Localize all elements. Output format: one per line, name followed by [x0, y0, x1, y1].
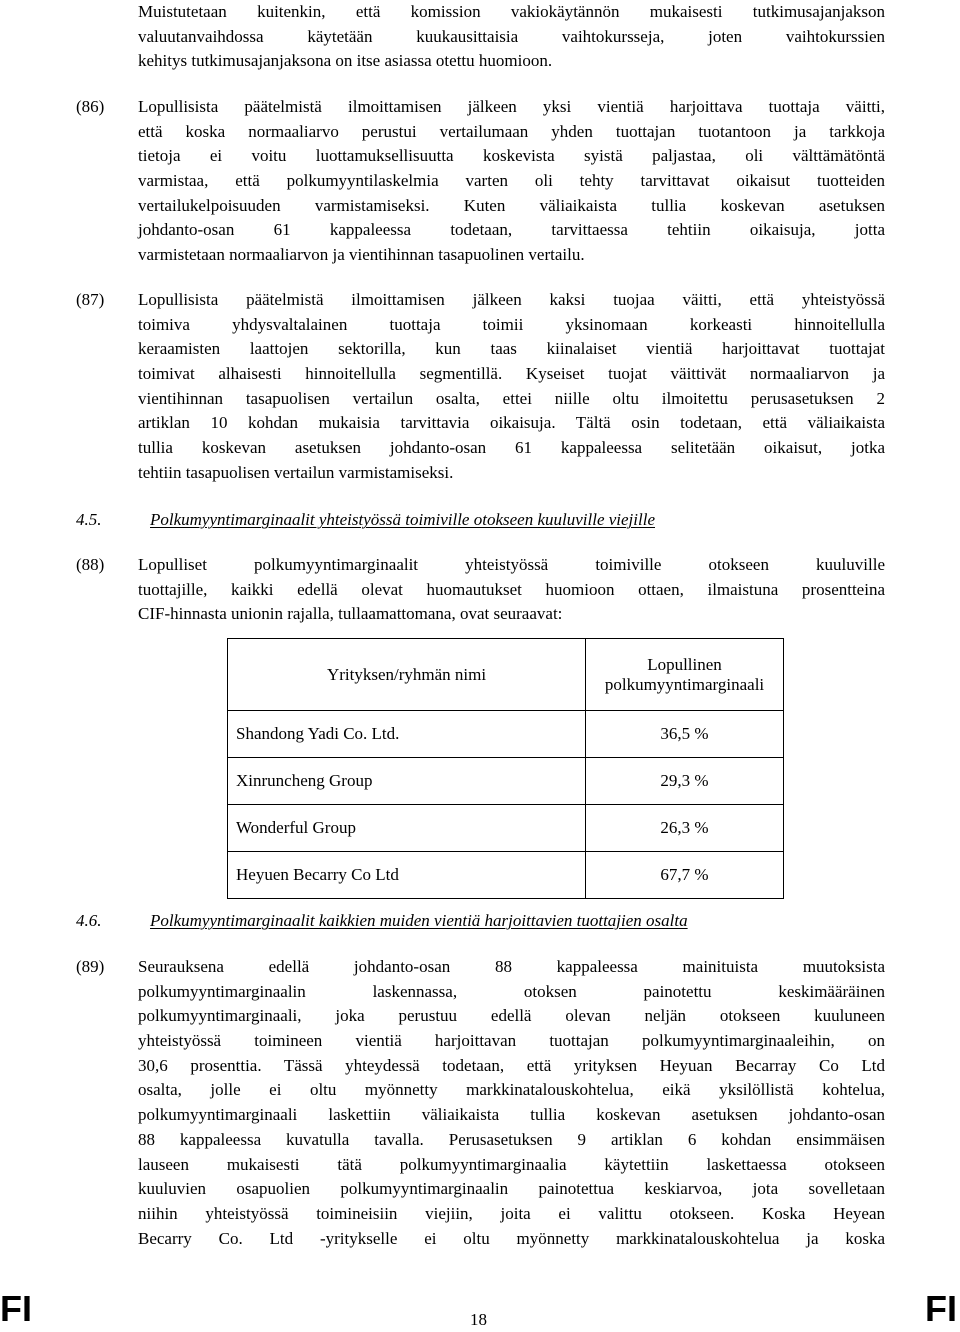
company-cell: Heyuen Becarry Co Ltd — [228, 852, 586, 899]
text-line: niihin yhteistyössä toimineisiin viejiin, joita ei valittu otokseen. Koska Heyean — [138, 1203, 885, 1223]
paragraph-89 — [138, 955, 885, 1251]
margin-cell: 36,5 % — [586, 711, 784, 758]
header-line: Lopullinen — [647, 654, 722, 674]
text-line: CIF-hinnasta unionin rajalla, tullaamattomana, ovat seuraavat: — [138, 604, 563, 624]
section-title-4-6: Polkumyyntimarginaalit kaikkien muiden vientiä harjoittavien tuottajien osalta — [150, 911, 688, 930]
table-row — [228, 758, 784, 805]
page-number: 18 — [470, 1310, 487, 1329]
margin-cell: 26,3 % — [586, 805, 784, 852]
text-line: tehtiin tasapuolisen vertailun varmistamiseksi. — [138, 462, 454, 482]
margin-cell: 67,7 % — [586, 852, 784, 899]
company-cell: Shandong Yadi Co. Ltd. — [228, 711, 586, 758]
text-line: tietoja ei voitu luottamuksellisuutta koskevista syistä paljastaa, oli välttämätöntä — [138, 146, 885, 166]
paragraph-87 — [138, 288, 885, 486]
paragraph-88 — [138, 553, 885, 627]
text-line: varmistetaan normaaliarvon ja vientihinnan tasapuolinen vertailu. — [138, 245, 585, 265]
table-row — [228, 852, 784, 899]
text-line: polkumyyntimarginaali laskettiin väliaikaista tullia koskevan asetuksen johdanto-osan — [138, 1105, 885, 1125]
text-line: valuutanvaihdossa käytetään kuukausittaisia vaihtokursseja, joten vaihtokurssien — [138, 26, 885, 46]
text-line: tuottajille, kaikki edellä olevat huomautukset huomioon ottaen, ilmaistuna prosentteina — [138, 579, 885, 599]
text-line: Seurauksena edellä johdanto-osan 88 kappaleessa mainituista muutoksista — [138, 957, 885, 976]
text-line: keraamisten laattojen sektorilla, kun taas kiinalaiset vientiä harjoittavat tuottajat — [138, 339, 885, 359]
footer-language-code-left: FI — [0, 1288, 32, 1329]
text-line: kuuluvien osapuolien polkumyyntimarginaalin painotettua keskiarvoa, jota sovelletaan — [138, 1179, 885, 1199]
table-header-row — [228, 639, 784, 711]
text-line: Becarry Co. Ltd -yritykselle ei oltu myönnetty markkinatalouskohtelua ja koska — [138, 1228, 885, 1248]
text-line: yhteistyössä toimineen vientiä harjoittavan tuottajan polkumyyntimarginaaleihin, on — [138, 1031, 885, 1051]
text-line: 30,6 prosenttia. Tässä yhteydessä todetaan, että yrityksen Heyuan Becarray Co Ltd — [138, 1055, 885, 1075]
paragraph-number-88: (88) — [76, 555, 105, 574]
company-cell: Xinruncheng Group — [228, 758, 586, 805]
text-line: toimivat alhaisesti hinnoitellulla segmentillä. Kyseiset tuojat väittivät normaaliarvon ja — [138, 364, 885, 384]
header-line: polkumyyntimarginaali — [604, 674, 765, 694]
company-cell: Wonderful Group — [228, 805, 586, 852]
text-line: Lopullisista päätelmistä ilmoittamisen jälkeen yksi vientiä harjoittava tuottaja väitti, — [138, 97, 885, 116]
text-line: varmistaa, että polkumyyntilaskelmia varten oli tehty tarvittavat oikaisut tuotteiden — [138, 171, 885, 191]
section-number-4-5: 4.5. — [76, 510, 102, 529]
paragraph-86 — [138, 95, 885, 268]
text-line: polkumyyntimarginaalin laskennassa, otoksen painotettu keskimääräinen — [138, 981, 885, 1001]
intro-paragraph — [138, 0, 885, 74]
paragraph-number-86: (86) — [76, 97, 105, 116]
table-header-margin — [586, 639, 784, 711]
text-line: Muistutetaan kuitenkin, että komission vakiokäytännön mukaisesti tutkimusajanjakson — [138, 2, 885, 21]
footer-language-code-right: FI — [925, 1288, 957, 1329]
text-line: lauseen mukaisesti tätä polkumyyntimarginaalia käytettiin laskettaessa otokseen — [138, 1154, 885, 1174]
text-line: toimiva yhdysvaltalainen tuottaja toimii yksinomaan korkeasti hinnoitellulla — [138, 314, 885, 334]
text-line: vertailukelpoisuuden varmistamiseksi. Kuten väliaikaista tullia koskevan asetuksen — [138, 195, 885, 215]
dumping-margin-table — [227, 638, 784, 899]
text-line: että koska normaaliarvo perustui vertailumaan yhden tuottajan tuotantoon ja tarkkoja — [138, 121, 885, 141]
text-line: osalta, jolle ei oltu myönnetty markkinatalouskohtelua, eikä yksilöllistä kohtelua, — [138, 1080, 885, 1100]
text-line: Lopullisista päätelmistä ilmoittamisen jälkeen kaksi tuojaa väitti, että yhteistyössä — [138, 290, 885, 309]
text-line: vientihinnan tasapuolisen vertailun osalta, ettei niille oltu ilmoitettu perusasetuksen 2 — [138, 388, 885, 408]
text-line: johdanto-osan 61 kappaleessa todetaan, tarvittaessa tehtiin oikaisuja, jotta — [138, 220, 885, 240]
text-line: polkumyyntimarginaali, joka perustuu edellä olevan neljän otokseen kuuluneen — [138, 1006, 885, 1026]
section-title-4-5: Polkumyyntimarginaalit yhteistyössä toimiville otokseen kuuluville viejille — [150, 510, 655, 529]
paragraph-number-89: (89) — [76, 957, 105, 976]
table-row — [228, 711, 784, 758]
text-line: 88 kappaleessa kuvatulla tavalla. Perusasetuksen 9 artiklan 6 kohdan ensimmäisen — [138, 1129, 885, 1149]
text-line: Lopulliset polkumyyntimarginaalit yhteistyössä toimiville otokseen kuuluville — [138, 555, 885, 574]
paragraph-number-87: (87) — [76, 290, 105, 309]
section-number-4-6: 4.6. — [76, 911, 102, 930]
text-line: kehitys tutkimusajanjaksona on itse asiassa otettu huomioon. — [138, 51, 553, 71]
table-row — [228, 805, 784, 852]
table-header-company: Yrityksen/ryhmän nimi — [228, 639, 586, 711]
text-line: tullia koskevan asetuksen johdanto-osan 61 kappaleessa selitetään oikaisut, jotka — [138, 438, 885, 458]
margin-cell: 29,3 % — [586, 758, 784, 805]
text-line: artiklan 10 kohdan mukaisia tarvittavia oikaisuja. Tältä osin todetaan, että väliaikaista — [138, 413, 885, 433]
